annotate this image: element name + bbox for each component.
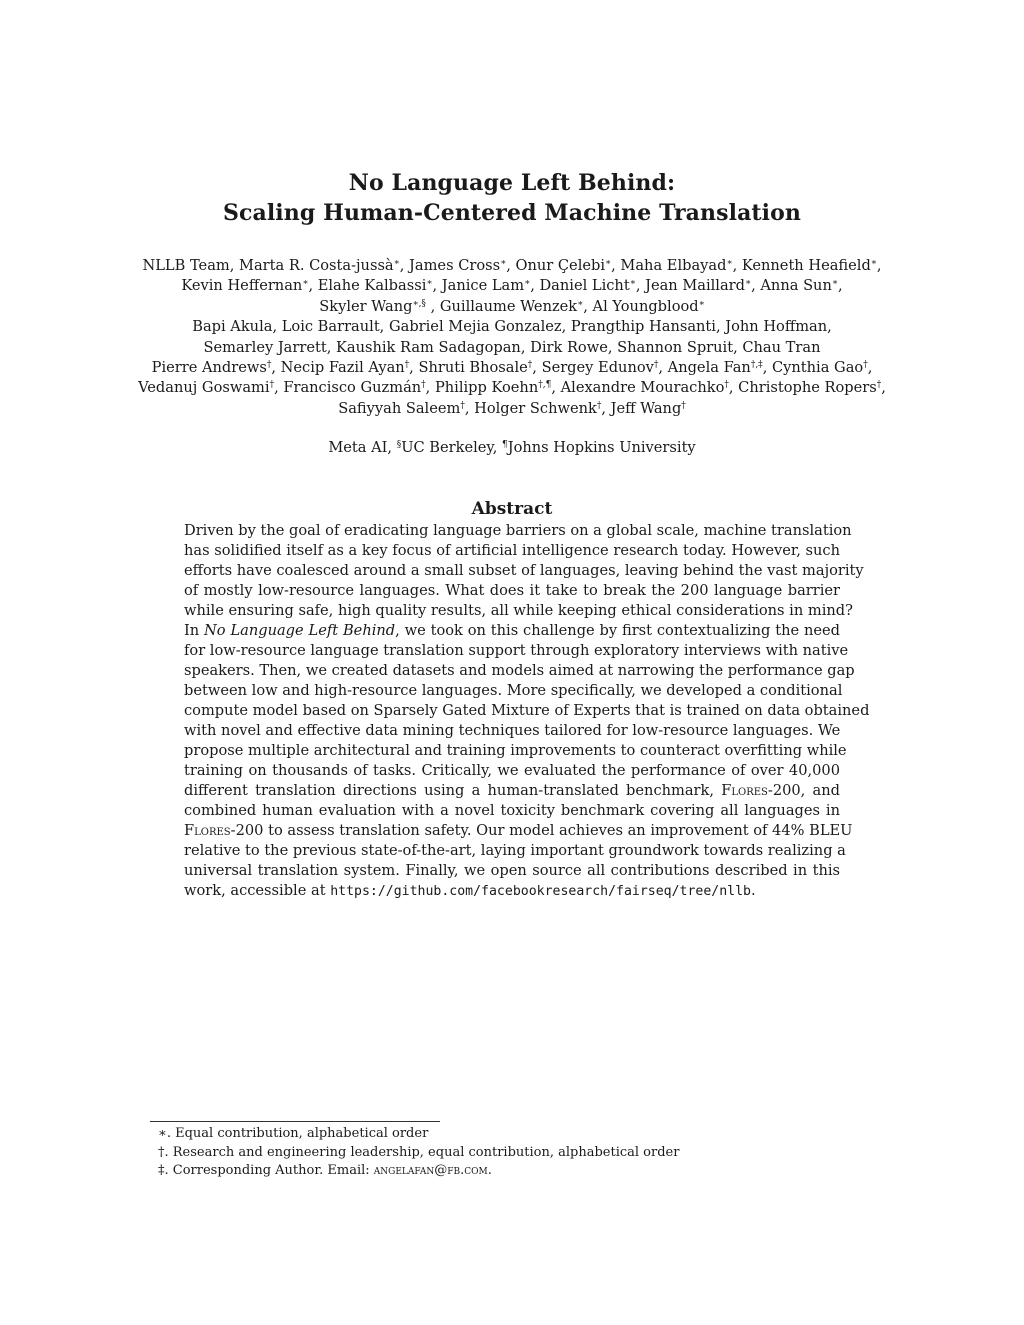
- title-line-1: No Language Left Behind:: [348, 170, 676, 196]
- affiliations: [0, 438, 1024, 458]
- author-name: Safiyyah Saleem: [338, 399, 461, 417]
- author-affiliation-mark: ∗: [831, 278, 838, 289]
- author-name: , Christophe Ropers: [728, 379, 877, 397]
- abstract-text: In: [184, 622, 205, 639]
- footnote-text: . Research and engineering leadership, equal contribution, alphabetical order: [164, 1144, 680, 1160]
- abstract-text: universal translation system. Finally, we open source all contributions described in this: [184, 862, 840, 879]
- footnote: [158, 1125, 878, 1144]
- abstract-text: with novel and effective data mining techniques tailored for low-resource languages. We: [184, 722, 841, 739]
- author-list: [100, 256, 924, 419]
- author-line: [100, 399, 924, 419]
- author-name: , Guillaume Wenzek: [425, 297, 578, 315]
- author-line: [100, 276, 924, 296]
- affiliation-meta: Meta AI,: [328, 439, 397, 456]
- author-line: [100, 256, 924, 276]
- abstract-line: [184, 821, 853, 841]
- author-affiliation-mark: †: [527, 360, 533, 371]
- author-name: NLLB Team, Marta R. Costa-jussà: [142, 257, 394, 274]
- abstract-text: training on thousands of tasks. Critically, we evaluated the performance of over 40,000: [184, 762, 840, 779]
- author-affiliation-mark: ∗: [426, 278, 433, 289]
- paper-title: [0, 168, 1024, 228]
- abstract-line: [184, 701, 870, 721]
- author-affiliation-mark: †: [266, 360, 272, 371]
- author-name: , Angela Fan: [658, 359, 751, 377]
- footnote: [158, 1162, 878, 1181]
- author-name: , Necip Fazil Ayan: [271, 359, 405, 377]
- corresponding-email[interactable]: angelafan@fb.com: [373, 1163, 488, 1178]
- author-name: , Elahe Kalbassi: [308, 277, 427, 295]
- abstract-line: [184, 521, 852, 541]
- abstract-text: work, accessible at: [184, 882, 331, 899]
- affiliation-mark-section: §: [396, 440, 402, 450]
- author-name: Skyler Wang: [319, 297, 413, 315]
- author-affiliation-mark: †: [404, 360, 410, 371]
- author-line: [100, 338, 924, 358]
- abstract-line: [184, 681, 843, 701]
- repo-url[interactable]: https://github.com/facebookresearch/fairseq/tree/nllb: [330, 884, 751, 899]
- author-name: , Anna Sun: [751, 277, 832, 295]
- author-name: Bapi Akula, Loic Barrault, Gabriel Mejia Gonzalez, Prangthip Hansanti, John Hoffman,: [192, 318, 832, 336]
- author-affiliation-mark: ∗: [698, 298, 705, 309]
- author-affiliation-mark: †: [421, 380, 426, 391]
- benchmark-name: Flores: [721, 782, 768, 799]
- benchmark-name: Flores: [184, 822, 231, 839]
- abstract-text: .: [751, 882, 756, 899]
- abstract-text: of mostly low-resource languages. What does it take to break the 200 language barrier: [184, 582, 840, 599]
- abstract-text: -200, and: [767, 782, 840, 799]
- footnote: [158, 1144, 878, 1163]
- abstract-text: compute model based on Sparsely Gated Mixture of Experts that is trained on data obtained: [184, 702, 870, 719]
- author-name: Pierre Andrews: [151, 359, 267, 377]
- author-affiliation-mark: ∗: [629, 278, 636, 289]
- author-name: , Janice Lam: [432, 277, 525, 295]
- author-affiliation-mark: †: [724, 380, 729, 391]
- paper-name-italic: No Language Left Behind: [204, 622, 396, 639]
- abstract-text: Driven by the goal of eradicating language barriers on a global scale, machine translation: [184, 522, 852, 539]
- abstract-line: [184, 841, 846, 861]
- author-affiliation-mark: †,¶: [538, 380, 552, 391]
- footnotes: [158, 1125, 878, 1181]
- footnote-text: . Corresponding Author. Email:: [164, 1163, 374, 1178]
- footnote-mark: †: [158, 1144, 165, 1160]
- author-name: , Maha Elbayad: [611, 257, 727, 274]
- author-affiliation-mark: †: [876, 380, 882, 391]
- author-line: [100, 297, 924, 317]
- abstract-line: [184, 541, 840, 561]
- author-line: [100, 378, 924, 398]
- author-affiliation-mark: †: [863, 360, 868, 371]
- abstract-text: while ensuring safe, high quality results, all while keeping ethical considerations in mind?: [184, 602, 853, 619]
- author-name: , Kenneth Heafield: [732, 257, 871, 274]
- abstract-line: [184, 601, 853, 621]
- author-name: , Holger Schwenk: [464, 399, 597, 417]
- author-name: ,: [867, 359, 873, 377]
- author-name: , Philipp Koehn: [425, 379, 539, 397]
- abstract-text: relative to the previous state-of-the-art, laying important groundwork towards realizing a: [184, 842, 846, 859]
- abstract-text: -200 to assess translation safety. Our model achieves an improvement of 44% BLEU: [230, 822, 853, 839]
- abstract-line: [184, 741, 847, 761]
- footnote-mark: ∗: [158, 1126, 167, 1141]
- abstract-line: [184, 881, 840, 901]
- author-name: , Jeff Wang: [601, 399, 682, 417]
- abstract-text: efforts have coalesced around a small subset of languages, leaving behind the vast majority: [184, 562, 864, 579]
- affiliation-berkeley: UC Berkeley,: [401, 439, 502, 456]
- footnote-text: . Equal contribution, alphabetical order: [166, 1126, 429, 1141]
- author-name: , Cynthia Gao: [762, 359, 864, 377]
- abstract-line: [184, 781, 840, 801]
- abstract-heading: Abstract: [471, 499, 553, 519]
- footnote-tail: .: [487, 1163, 492, 1178]
- author-affiliation-mark: ∗: [393, 258, 400, 268]
- footnote-rule: [150, 1121, 440, 1122]
- author-affiliation-mark: ∗: [577, 298, 584, 309]
- author-name: Semarley Jarrett, Kaushik Ram Sadagopan, Dirk Rowe, Shannon Spruit, Chau Tran: [203, 338, 821, 356]
- abstract-line: [184, 561, 864, 581]
- abstract-text: , we took on this challenge by first contextualizing the need: [395, 622, 840, 639]
- author-affiliation-mark: ∗: [500, 258, 507, 268]
- author-name: , Daniel Licht: [530, 277, 630, 295]
- author-affiliation-mark: ∗: [524, 278, 531, 289]
- abstract-line: [184, 641, 849, 661]
- abstract-line: [184, 621, 840, 641]
- author-name: Kevin Heffernan: [181, 277, 303, 295]
- author-name: , Jean Maillard: [635, 277, 745, 295]
- author-line: [100, 317, 924, 337]
- author-affiliation-mark: ∗: [605, 258, 612, 268]
- author-name: ,: [876, 257, 882, 274]
- abstract-text: different translation directions using a human-translated benchmark,: [184, 782, 722, 799]
- author-line: [100, 358, 924, 378]
- author-affiliation-mark: †: [460, 400, 465, 411]
- affiliation-mark-pilcrow: ¶: [502, 440, 508, 450]
- abstract-line: [184, 581, 840, 601]
- author-affiliation-mark: †: [596, 400, 602, 411]
- author-affiliation-mark: ∗: [870, 258, 877, 268]
- author-affiliation-mark: †,‡: [750, 360, 763, 371]
- abstract-line: [184, 661, 855, 681]
- author-name: Vedanuj Goswami: [138, 379, 270, 397]
- title-line-2: Scaling Human-Centered Machine Translation: [222, 200, 802, 226]
- abstract-text: between low and high-resource languages. More specifically, we developed a conditional: [184, 682, 843, 699]
- author-name: , Alexandre Mourachko: [551, 379, 725, 397]
- author-name: , Sergey Edunov: [532, 359, 654, 377]
- abstract-text: has solidified itself as a key focus of artificial intelligence research today. However, such: [184, 542, 840, 559]
- abstract-text: speakers. Then, we created datasets and models aimed at narrowing the performance gap: [184, 662, 855, 679]
- abstract-line: [184, 861, 840, 881]
- author-name: ,: [838, 277, 843, 295]
- abstract-line: [184, 721, 840, 741]
- author-name: ,: [881, 379, 886, 397]
- abstract-line: [184, 801, 840, 821]
- author-name: , Francisco Guzmán: [274, 379, 422, 397]
- author-affiliation-mark: ∗: [726, 258, 733, 268]
- author-affiliation-mark: ∗: [302, 278, 309, 289]
- abstract-text: propose multiple architectural and training improvements to counteract overfitting while: [184, 742, 847, 759]
- author-affiliation-mark: ∗,§: [412, 298, 426, 309]
- author-name: , James Cross: [399, 257, 501, 274]
- abstract-text: combined human evaluation with a novel toxicity benchmark covering all languages in: [184, 802, 840, 819]
- footnote-mark: ‡: [158, 1163, 165, 1178]
- abstract-body: [184, 521, 870, 901]
- author-affiliation-mark: ∗: [744, 278, 752, 289]
- author-name: , Al Youngblood: [583, 297, 699, 315]
- author-affiliation-mark: †: [269, 380, 275, 391]
- abstract-text: for low-resource language translation support through exploratory interviews with native: [184, 642, 849, 659]
- affiliation-jhu: Johns Hopkins University: [507, 439, 696, 456]
- author-affiliation-mark: †: [653, 360, 659, 371]
- abstract-line: [184, 761, 840, 781]
- author-name: , Shruti Bhosale: [409, 359, 528, 377]
- author-affiliation-mark: †: [681, 400, 686, 411]
- author-name: , Onur Çelebi: [506, 257, 606, 274]
